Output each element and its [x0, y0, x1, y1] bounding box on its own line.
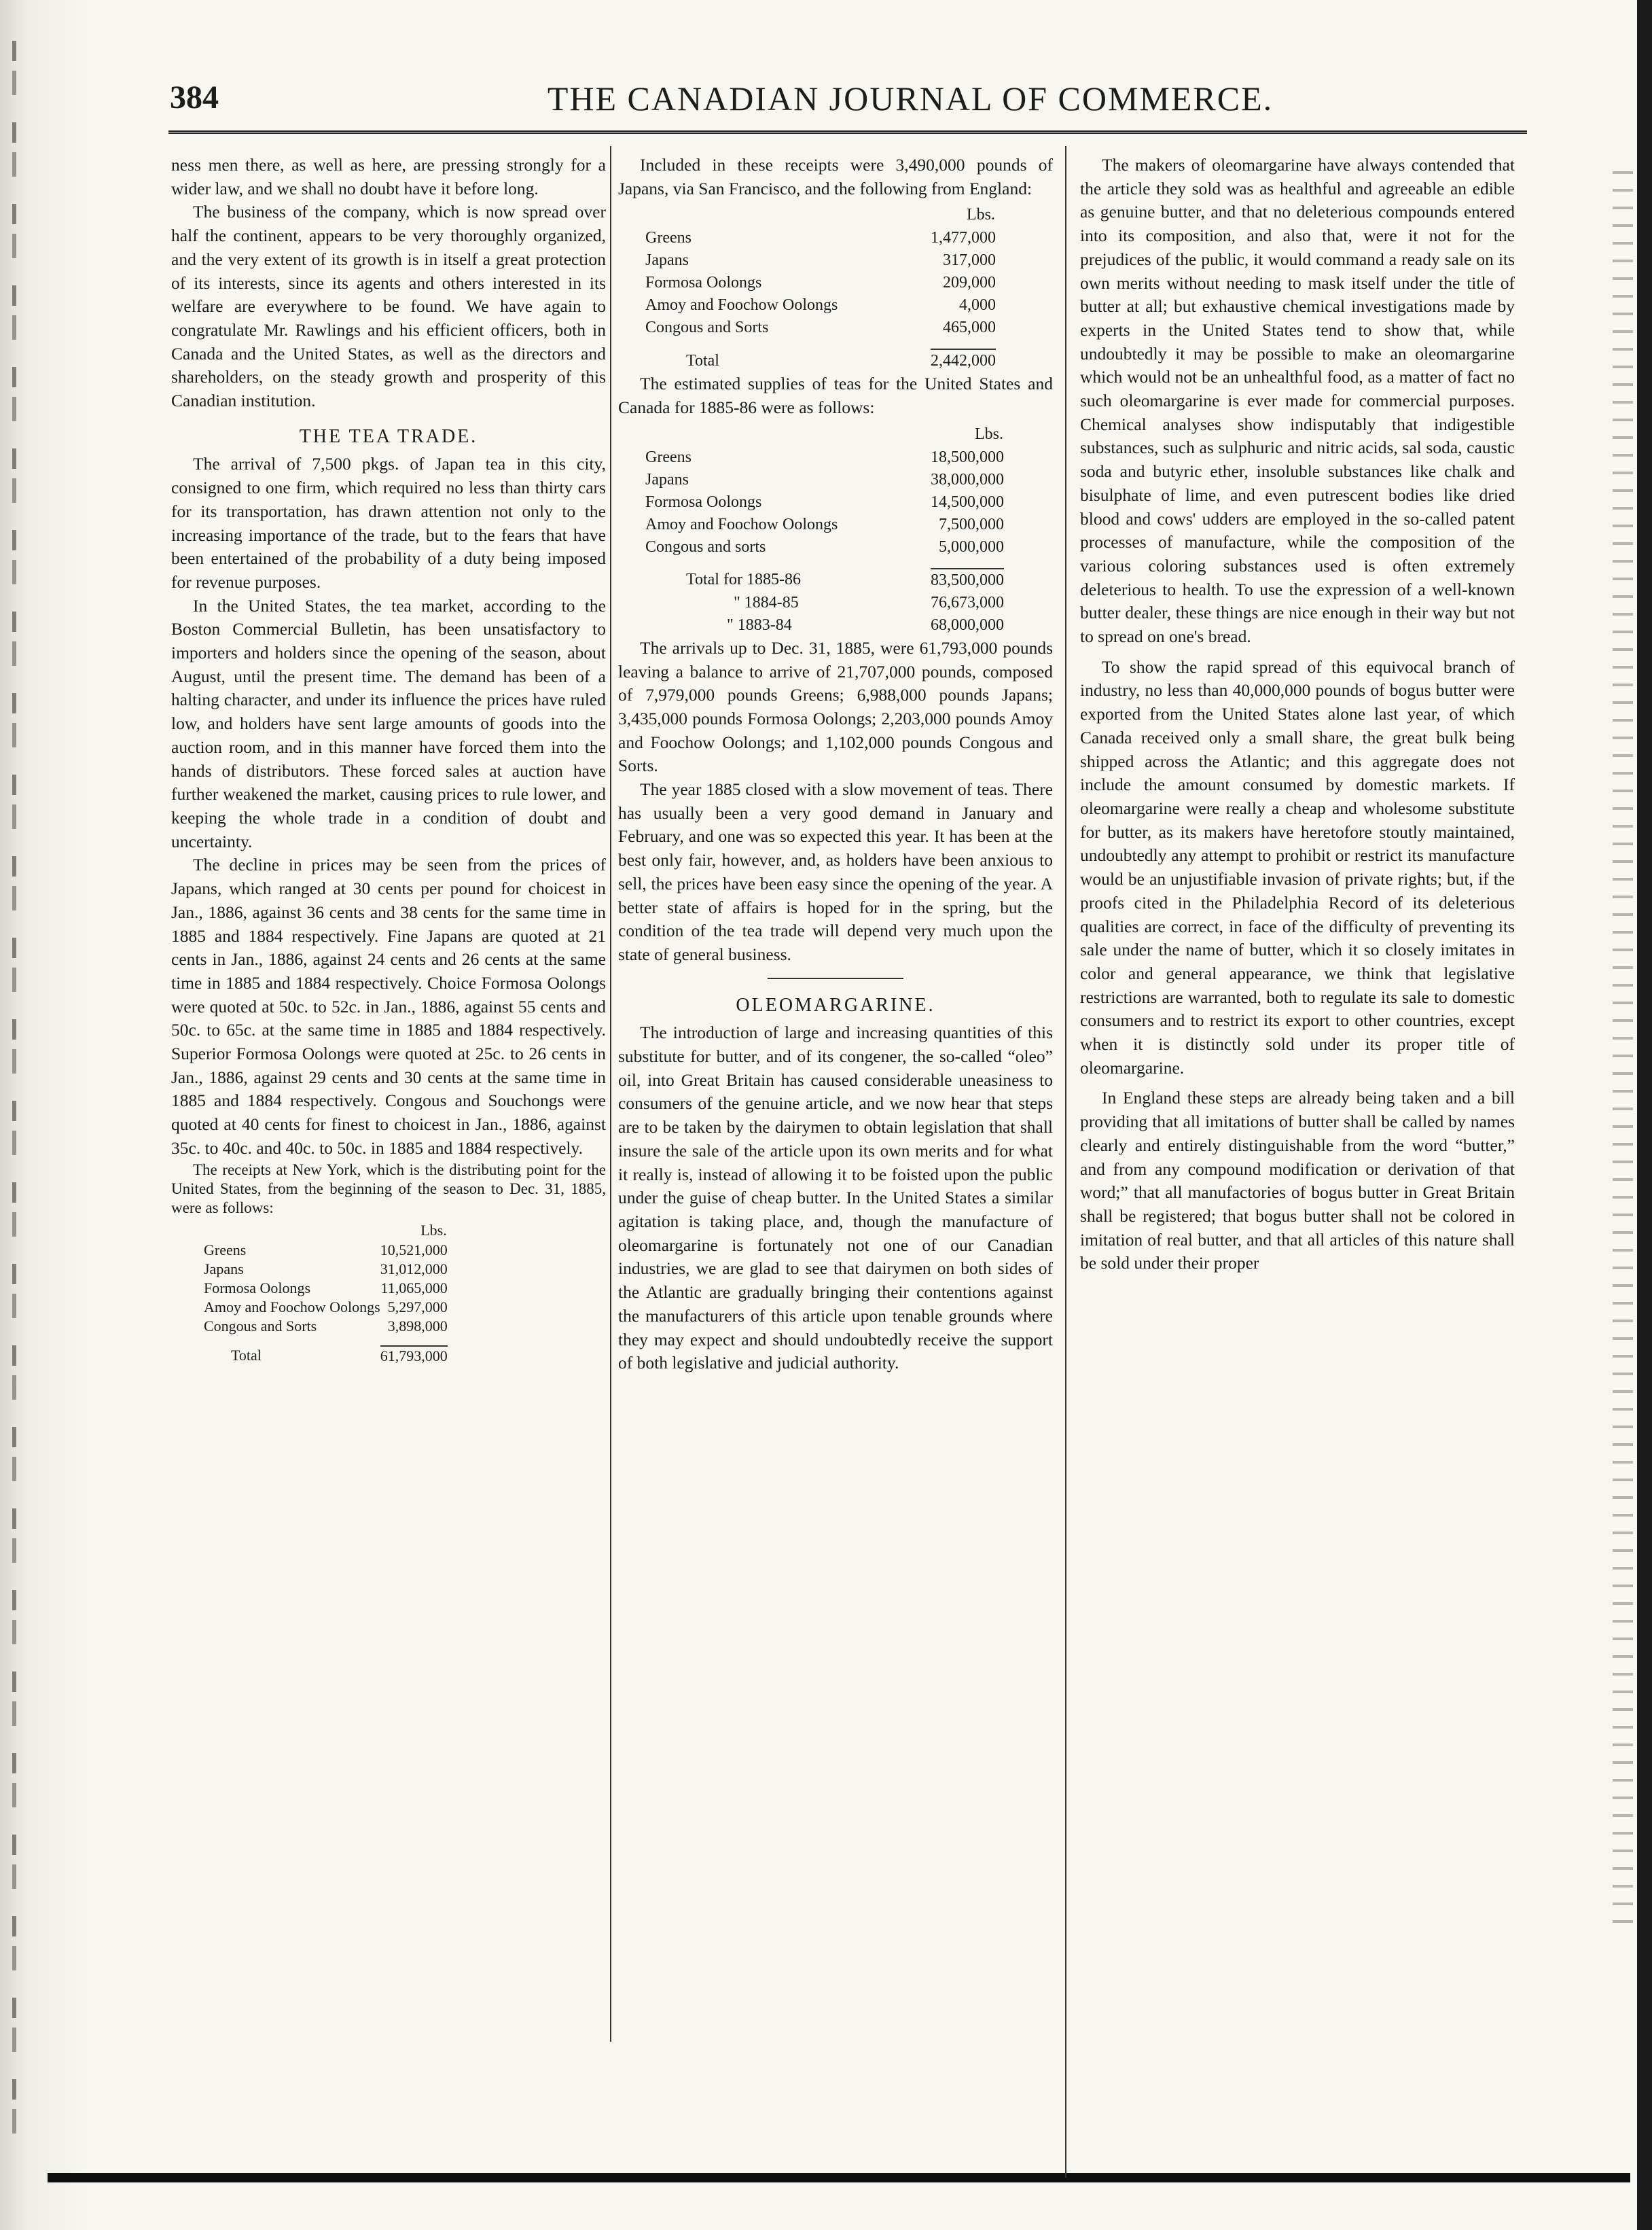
paragraph: The receipts at New York, which is the distributing point for the United States, from the beginning of the season to Dec. 31, 1885, were as follows:	[171, 1161, 606, 1216]
row-label: Amoy and Foochow Oolongs	[645, 296, 838, 315]
paragraph: To show the rapid spread of this equivocal branch of industry, no less than 40,000,000 pounds of bogus butter were exported from the United States alone last year, of which Canada received only a small share, the great bulk being shipped across the Atlantic; and this aggregate does not include the amount consumed by domestic markets. If oleomargarine were really a cheap and wholesome substitute for butter, as its makers have heretofore stoutly maintained, undoubtedly any attempt to prohibit or restrict its manufacture would be an unjustifiable invasion of private rights; but, if the proofs cited in the Philadelphia Record of its deleterious qualities are correct, in face of the difficulty of preventing its sale under the name of butter, which it so closely imitates in color and general appearance, we think that legislative restrictions are warranted, both to regulate its sale to domestic consumers and to restrict its export to other countries, except when it is distinctly sold under its proper title of oleomargarine.	[1080, 656, 1515, 1078]
ny-receipts-table	[204, 1220, 448, 1366]
row-label: Formosa Oolongs	[645, 493, 762, 511]
unit-header: Lbs.	[420, 1221, 447, 1239]
table-total-row	[645, 592, 1004, 614]
table-row	[645, 491, 1004, 514]
column-2	[618, 154, 1053, 1375]
row-label: Congous and Sorts	[204, 1317, 317, 1334]
total-label: " 1883-84	[727, 616, 792, 634]
scan-bottom-edge	[48, 2173, 1630, 2182]
journal-title: THE CANADIAN JOURNAL OF COMMERCE.	[547, 79, 1274, 118]
unit-header: Lbs.	[975, 425, 1003, 443]
table-row	[645, 514, 1004, 536]
row-value: 11,065,000	[380, 1279, 448, 1296]
table-row	[645, 294, 996, 317]
row-label: Japans	[645, 470, 689, 489]
table-row	[645, 272, 996, 294]
table-row	[645, 317, 996, 339]
row-label: Japans	[204, 1260, 244, 1277]
paragraph: The decline in prices may be seen from the prices of Japans, which ranged at 30 cents per pound for choicest in Jan., 1886, against 36 cents and 38 cents for the same time in 1885 and 1884 respectively. Fine Japans are quoted at 21 cents in Jan., 1886, against 24 cents and 26 cents at the same time in 1885 and 1884 respectively. Choice Formosa Oolongs were quoted at 50c. to 52c. in Jan., 1886, against 55 cents and 50c. to 65c. at the same time in 1885 and 1884 respectively. Superior Formosa Oolongs were quoted at 25c. to 26 cents in Jan., 1886, against 29 cents and 30 cents at the same time in 1885 and 1884 respectively. Congous and Souchongs were quoted at 40 cents for finest to choicest in Jan., 1886, against 35c. to 40c. and 40c. to 50c. in 1885 and 1884 respectively.	[171, 855, 606, 1158]
scan-right-edge	[1637, 0, 1652, 2230]
total-label: " 1884-85	[734, 593, 799, 612]
column-3	[1080, 154, 1515, 1275]
table-row	[204, 1317, 448, 1336]
paragraph: The business of the company, which is now spread over half the continent, appears to be very thoroughly organized, and the very extent of its growth is in itself a great protection of its interests, since its agents and others interested in its welfare are everywhere to be found. We have again to congratulate Mr. Rawlings and his efficient officers, both in Canada and the United States, as well as the directors and shareholders, on the steady growth and prosperity of this Canadian institution.	[171, 202, 606, 411]
row-value: 38,000,000	[931, 470, 1004, 489]
england-receipts-table	[645, 203, 996, 372]
row-label: Greens	[204, 1241, 247, 1258]
row-label: Congous and sorts	[645, 537, 766, 556]
paragraph: The makers of oleomargarine have always contended that the article they sold was as healthful and agreeable an edible as genuine butter, and that no deleterious compounds entered into its composition, and also that, were it not for the prejudices of the public, it would command a ready sale on its own merits without needing to mask itself under the title of butter at all; but exhaustive chemical investigations made by experts in the United States tend to show that, while undoubtedly it may be possible to make an oleomargarine which would not be an unhealthful food, as a matter of fact no such oleomargarine is ever made for commercial purposes. Chemical analyses show indisputably that indigestible substances, such as sulphuric and nitric acids, sal soda, caustic soda and butyric ether, insoluble substances like chalk and bisulphate of lime, and even putrescent bodies like dried blood and cows' udders are employed in the so-called patent processes of manufacture, while the composition of the various coloring substances used is often extremely deleterious to health. To use the expression of a well-known butter dealer, these things are nice enough in their way but not to spread on one's bread.	[1080, 155, 1515, 647]
section-divider	[768, 978, 903, 979]
total-value: 61,793,000	[380, 1347, 448, 1364]
row-value: 3,898,000	[387, 1317, 448, 1334]
row-value: 317,000	[943, 251, 996, 270]
row-label: Japans	[645, 251, 689, 270]
row-value: 1,477,000	[931, 229, 996, 247]
total-value: 2,442,000	[931, 349, 996, 372]
row-value: 4,000	[959, 296, 996, 315]
paragraph: The introduction of large and increasing quantities of this substitute for butter, and of its congener, the so-called “oleo” oil, into Great Britain has caused considerable uneasiness to consumers of the genuine article, and we now hear that steps are to be taken by the dairymen to obtain legislation that shall insure the sale of the article upon its own merits and for what it really is, instead of allowing it to be foisted upon the public under the guise of cheap butter. In the United States a similar agitation is taking place, and, though the manufacture of oleomargarine is fortunately not one of our Canadian industries, we are glad to see that dairymen on both sides of the Atlantic are gradually bringing their contentions against the manufacturers of this article upon tenable grounds where they may expect and should undoubtedly receive the support of both legislative and judicial authority.	[618, 1023, 1053, 1373]
row-label: Amoy and Foochow Oolongs	[204, 1298, 380, 1315]
header-rule	[168, 130, 1527, 134]
total-value: 83,500,000	[931, 569, 1004, 592]
paragraph: The estimated supplies of teas for the United States and Canada for 1885-86 were as follows:	[618, 374, 1053, 418]
row-value: 31,012,000	[380, 1260, 448, 1277]
row-value: 10,521,000	[380, 1241, 448, 1258]
table-row	[204, 1241, 448, 1260]
row-value: 7,500,000	[939, 515, 1004, 533]
paragraph: In England these steps are already being taken and a bill providing that all imitations of butter shall be called by names clearly and entirely distinguishable from the word “butter,” and from any compound modification or derivation of that word;” that all manufactories of bogus butter in Great Britain shall be registered; that bogus butter shall not be colored in imitation of real butter, and that all articles of this nature shall be sold under their proper	[1080, 1088, 1515, 1273]
paragraph: ness men there, as well as here, are pressing strongly for a wider law, and we shall no doubt have it before long.	[171, 155, 606, 198]
column-1	[171, 154, 606, 1366]
row-value: 465,000	[943, 319, 996, 337]
table-row	[645, 227, 996, 249]
paragraph: The arrival of 7,500 pkgs. of Japan tea in this city, consigned to one firm, which required no less than thirty cars for its transportation, has drawn attention not only to the increasing importance of the trade, but to the fears that have been entertained of the probability of a duty being imposed for revenue purposes.	[171, 454, 606, 592]
total-value: 76,673,000	[931, 593, 1004, 612]
column-divider	[1065, 146, 1066, 2178]
paragraph: Included in these receipts were 3,490,000 pounds of Japans, via San Francisco, and the following from England:	[618, 155, 1053, 198]
row-value: 18,500,000	[931, 448, 1004, 466]
table-total-row	[645, 569, 1004, 592]
row-label: Amoy and Foochow Oolongs	[645, 515, 838, 533]
table-row	[645, 446, 1004, 469]
table-row	[645, 536, 1004, 559]
row-label: Greens	[645, 229, 692, 247]
table-total-row	[204, 1346, 448, 1366]
page-header	[170, 79, 1528, 126]
total-label: Total for 1885-86	[686, 571, 801, 589]
scan-left-edge	[0, 0, 88, 2230]
total-value: 68,000,000	[931, 616, 1004, 634]
table-row	[204, 1298, 448, 1317]
total-label: Total	[686, 351, 719, 370]
row-value: 14,500,000	[931, 493, 1004, 511]
row-label: Greens	[645, 448, 692, 466]
table-row	[645, 249, 996, 272]
estimated-supplies-table	[645, 423, 1004, 637]
column-divider	[610, 146, 611, 2042]
row-value: 5,000,000	[939, 537, 1004, 556]
table-total-row	[645, 614, 1004, 637]
paragraph: The year 1885 closed with a slow movement of teas. There has usually been a very good demand in January and February, and one was so expected this year. It has been at the best only fair, however, and, as holders have been anxious to sell, the prices have been easy since the opening of the year. A better state of affairs is hoped for in the spring, but the condition of the tea trade will depend very much upon the state of general business.	[618, 779, 1053, 964]
page-number: 384	[170, 79, 219, 116]
table-total-row	[645, 349, 996, 372]
table-row	[204, 1260, 448, 1279]
row-value: 209,000	[943, 274, 996, 292]
section-title-oleomargarine: OLEOMARGARINE.	[736, 994, 935, 1016]
section-title-tea-trade: THE TEA TRADE.	[299, 425, 478, 447]
table-row	[204, 1279, 448, 1298]
paragraph: In the United States, the tea market, according to the Boston Commercial Bulletin, has been unsatisfactory to importers and holders since the opening of the season, about August, until the present time. The demand has been of a halting character, and under its influence the prices have ruled low, and holders have sent large amounts of goods into the auction room, and in this manner have forced them into the hands of distributors. These forced sales at auction have further weakened the market, causing prices to rule lower, and keeping the whole trade in a condition of doubt and uncertainty.	[171, 595, 606, 851]
row-label: Formosa Oolongs	[645, 274, 762, 292]
total-label: Total	[231, 1347, 262, 1364]
paragraph: The arrivals up to Dec. 31, 1885, were 61,793,000 pounds leaving a balance to arrive of 21,707,000 pounds, composed of 7,979,000 pounds Greens; 6,988,000 pounds Japans; 3,435,000 pounds Formosa Oolongs; 2,203,000 pounds Amoy and Foochow Oolongs; and 1,102,000 pounds Congous and Sorts.	[618, 637, 1053, 776]
row-label: Formosa Oolongs	[204, 1279, 311, 1296]
table-row	[645, 469, 1004, 491]
unit-header: Lbs.	[967, 206, 995, 224]
row-label: Congous and Sorts	[645, 319, 769, 337]
row-value: 5,297,000	[387, 1298, 448, 1315]
